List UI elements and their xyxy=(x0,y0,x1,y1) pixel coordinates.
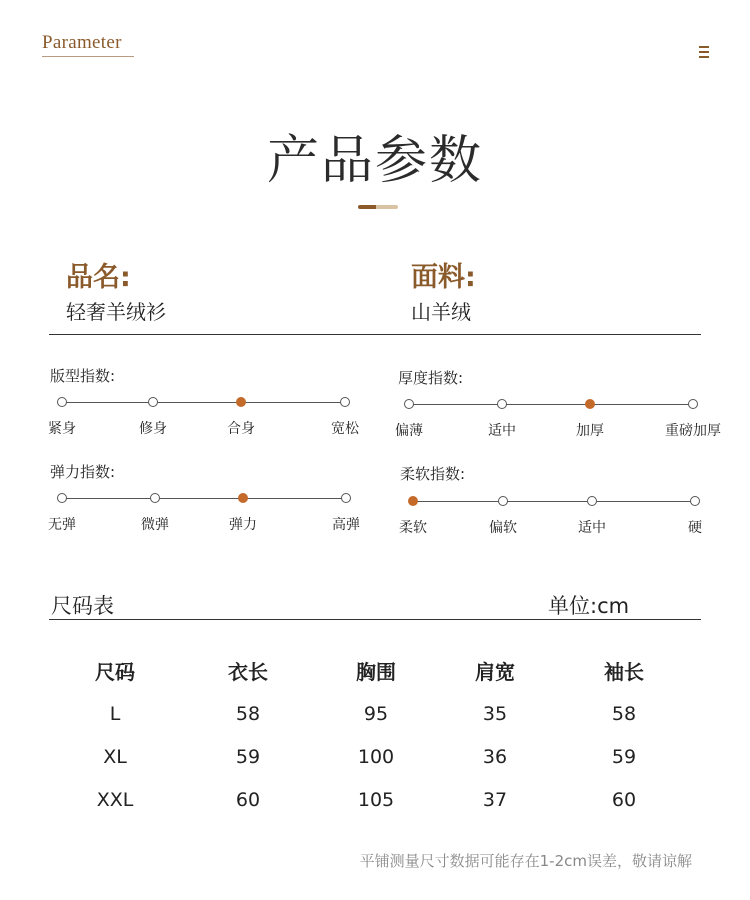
product-name-value: 轻奢羊绒衫 xyxy=(66,300,166,324)
table-header-cell: 衣长 xyxy=(228,660,268,684)
table-cell: 95 xyxy=(363,703,389,725)
scale-track xyxy=(413,501,695,502)
scale-dot xyxy=(497,399,507,409)
table-header-cell: 袖长 xyxy=(604,660,644,684)
scale-dot-selected xyxy=(585,399,595,409)
scale-dot xyxy=(57,397,67,407)
size-unit: 单位:cm xyxy=(548,594,630,618)
scale-option-label: 高弹 xyxy=(332,517,360,533)
scale-option-label: 弹力 xyxy=(229,517,257,533)
scale-option-label: 宽松 xyxy=(331,421,359,437)
table-cell: 37 xyxy=(482,789,508,811)
scale-title: 厚度指数: xyxy=(398,369,464,387)
scale-dot xyxy=(498,496,508,506)
title-accent-bar xyxy=(358,205,398,209)
table-cell: 105 xyxy=(357,789,395,811)
scale-track xyxy=(62,402,345,403)
table-cell: 58 xyxy=(235,703,261,725)
scale-dot xyxy=(341,493,351,503)
table-cell: 60 xyxy=(611,789,637,811)
scale-dot-selected xyxy=(408,496,418,506)
table-cell: 100 xyxy=(357,746,395,768)
table-cell: 59 xyxy=(611,746,637,768)
scale-dot-selected xyxy=(238,493,248,503)
table-header-cell: 尺码 xyxy=(95,660,135,684)
table-cell: XXL xyxy=(96,789,134,811)
scale-dot xyxy=(150,493,160,503)
measurement-note: 平铺测量尺寸数据可能存在1-2cm误差，敬请谅解 xyxy=(359,852,692,870)
table-header-cell: 肩宽 xyxy=(475,660,515,684)
scale-option-label: 加厚 xyxy=(576,423,604,439)
scale-dot xyxy=(688,399,698,409)
product-divider xyxy=(49,334,701,335)
table-header-cell: 胸围 xyxy=(356,660,396,684)
table-cell: 60 xyxy=(235,789,261,811)
scale-option-label: 偏薄 xyxy=(395,423,423,439)
brand-underline xyxy=(42,56,134,57)
scale-option-label: 适中 xyxy=(488,423,516,439)
scale-dot xyxy=(587,496,597,506)
fabric-label: 面料: xyxy=(411,262,476,293)
table-cell: XL xyxy=(103,746,127,768)
scale-option-label: 硬 xyxy=(688,520,702,536)
size-table-title: 尺码表 xyxy=(51,594,114,618)
scale-dot-selected xyxy=(236,397,246,407)
product-name-label: 品名: xyxy=(66,262,131,293)
scale-option-label: 柔软 xyxy=(399,520,427,536)
brand-wordmark: Parameter xyxy=(42,32,122,53)
scale-option-label: 合身 xyxy=(227,421,255,437)
fabric-value: 山羊绒 xyxy=(411,300,471,324)
scale-option-label: 偏软 xyxy=(489,520,517,536)
table-cell: 59 xyxy=(235,746,261,768)
scale-track xyxy=(62,498,346,499)
scale-option-label: 微弹 xyxy=(141,517,169,533)
scale-dot xyxy=(690,496,700,506)
scale-title: 版型指数: xyxy=(50,367,116,385)
scale-title: 弹力指数: xyxy=(50,463,116,481)
table-cell: 58 xyxy=(611,703,637,725)
scale-option-label: 重磅加厚 xyxy=(665,423,721,439)
table-cell: L xyxy=(109,703,121,725)
scale-title: 柔软指数: xyxy=(400,465,466,483)
scale-dot xyxy=(340,397,350,407)
table-cell: 35 xyxy=(482,703,508,725)
scale-option-label: 修身 xyxy=(139,421,167,437)
scale-option-label: 适中 xyxy=(578,520,606,536)
page-title: 产品参数 xyxy=(266,131,483,191)
scale-dot xyxy=(57,493,67,503)
menu-icon[interactable] xyxy=(699,46,709,58)
scale-track xyxy=(409,404,693,405)
scale-dot xyxy=(148,397,158,407)
scale-option-label: 无弹 xyxy=(48,517,76,533)
size-table-divider xyxy=(49,619,701,620)
table-cell: 36 xyxy=(482,746,508,768)
scale-option-label: 紧身 xyxy=(48,421,76,437)
scale-dot xyxy=(404,399,414,409)
